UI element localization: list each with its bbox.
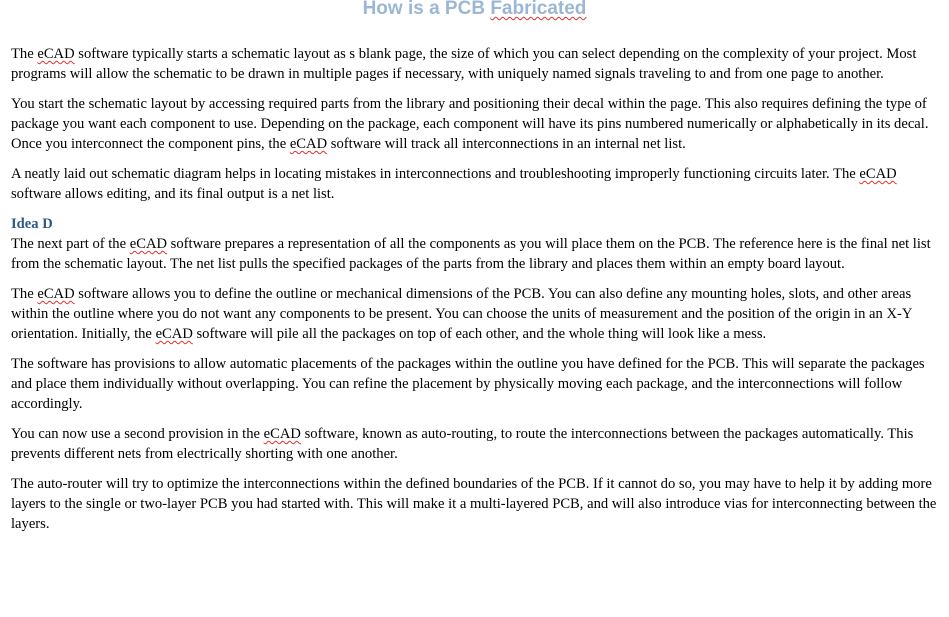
- paragraph-text: software prepares a representation of all the components as you will place them on the PCB. The reference here is the final net list from the schematic layout. The net list pulls the specified packages of the parts from the library and places them within an empty board layout.: [11, 236, 931, 272]
- paragraph-6: The software has provisions to allow automatic placements of the packages within the outline you have defined for the PCB. This will separate the packages and place them individually without overlapping. You can refine the placement by physically moving each package, and the interconnections will follow accordingly.: [11, 356, 925, 412]
- paragraph-text: The next part of the: [11, 236, 130, 252]
- paragraph-2: [11, 94, 945, 154]
- document-title: [0, 0, 949, 21]
- paragraph-7: [11, 424, 945, 464]
- paragraph-3: [11, 164, 945, 204]
- paragraph-text: A neatly laid out schematic diagram helps in locating mistakes in interconnections and troubleshooting improperly functioning circuits later. The: [11, 166, 860, 182]
- paragraph-text: software allows editing, and its final output is a net list.: [11, 186, 335, 202]
- paragraph-text: software will track all interconnections in an internal net list.: [327, 136, 686, 152]
- spellcheck-flagged-word: eCAD: [289, 136, 328, 152]
- spellcheck-flagged-word: eCAD: [37, 286, 75, 302]
- paragraph-8: The auto-router will try to optimize the interconnections within the defined boundaries of the PCB. If it cannot do so, you may have to help it by adding more layers to the single or two-layer PCB you had started with. This will make it a multi-layered PCB, and will also introduce vias for interconnecting between the layers.: [11, 476, 937, 532]
- spellcheck-flagged-word: eCAD: [37, 46, 75, 62]
- paragraph-5: [11, 284, 945, 344]
- paragraph-text: software, known as auto-routing, to route the interconnections between the packages automatically. This prevents different nets from electrically shorting with one another.: [11, 426, 914, 462]
- paragraph-text: You start the schematic layout by accessing required parts from the library and positioning their decal within the page. This also requires defining the type of package you want each component to use. Depending on the package, each component will have its pins numbered numerically or alphabetically in its decal. Once you interconnect the component pins, the: [11, 96, 929, 152]
- paragraph-text: software allows you to define the outline or mechanical dimensions of the PCB. You can also define any mounting holes, slots, and other areas within the outline where you do not want any components to be present. You can choose the units of measurement and the position of the origin in an X-Y orientation. Initially, the: [11, 286, 912, 342]
- paragraph-4: [11, 234, 945, 274]
- paragraph-text: software typically starts a schematic layout as s blank page, the size of which you can select depending on the complexity of your project. Most programs will allow the schematic to be drawn in multiple pages if necessary, with uniquely named signals traveling to and from one page to another.: [11, 46, 917, 82]
- section-heading: Idea D: [11, 216, 53, 232]
- title-misspelled-word: Fabricated: [490, 0, 587, 19]
- spellcheck-flagged-word: eCAD: [263, 426, 301, 442]
- spellcheck-flagged-word: eCAD: [155, 326, 193, 342]
- paragraph-text: The: [11, 286, 38, 302]
- paragraph-text: The: [11, 46, 38, 62]
- paragraph-1: [11, 44, 945, 84]
- spellcheck-flagged-word: eCAD: [129, 236, 168, 252]
- document-body: [11, 44, 945, 544]
- paragraph-text: software will pile all the packages on top of each other, and the whole thing will look like a mess.: [192, 326, 767, 342]
- title-prefix: How is a PCB: [362, 0, 491, 19]
- paragraph-text: You can now use a second provision in the: [11, 426, 264, 442]
- spellcheck-flagged-word: eCAD: [859, 166, 897, 182]
